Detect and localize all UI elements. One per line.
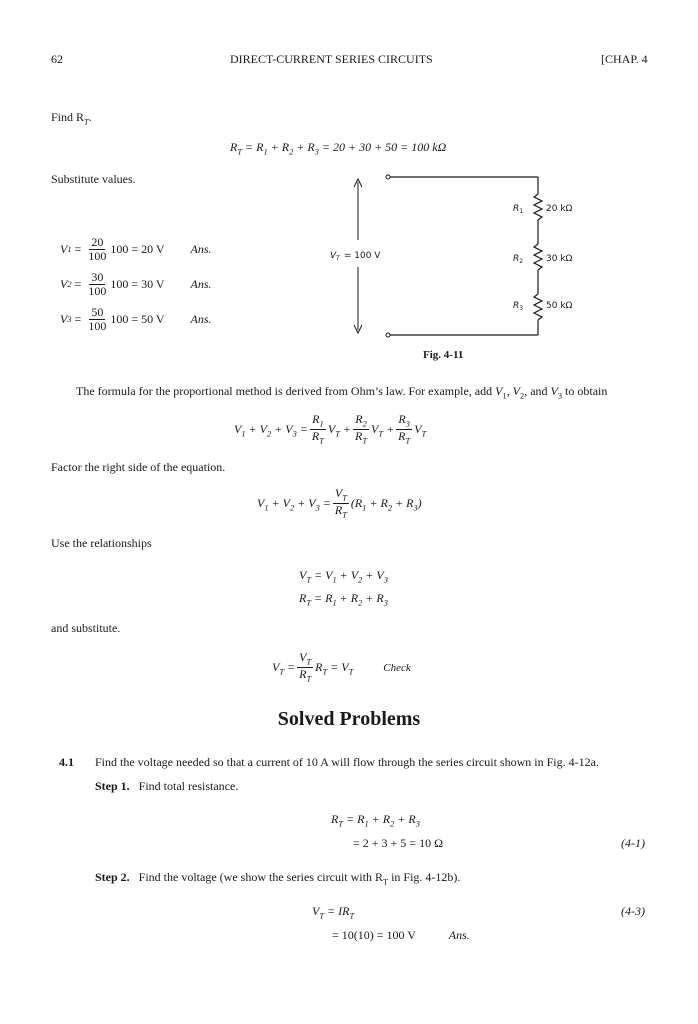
bottom-terminal bbox=[386, 333, 390, 337]
top-terminal bbox=[386, 175, 390, 179]
chapter-label: [CHAP. 4 bbox=[601, 52, 648, 66]
sum-equation: $V_1 + V_2 + V_3$ = $\frac{R_1}{R_T}$ $V_T$ + $\frac{R_2}{R_T}$ $V_T$ + $\frac{R_3}{R_T}$ $V_T$ bbox=[234, 412, 427, 446]
eq-ref-4-3: (4-3) bbox=[621, 904, 645, 918]
problem-number: 4.1 bbox=[59, 755, 74, 769]
factored-equation: $V_1 + V_2 + V_3$ = $\frac{V_T}{R_T}$ $(R_1 + R_2 + R_3)$ bbox=[257, 486, 422, 520]
problem-text: Find the voltage needed so that a current of 10 A will flow through the series circuit shown in Fig. 4-12a. bbox=[95, 755, 599, 769]
step1-rt-line2: = 2 + 3 + 5 = 10 Ω bbox=[353, 836, 443, 850]
resistor-r1 bbox=[534, 194, 542, 220]
rt-equation: $R_T = R_1 + R_2 + R_3 = 20 + 30 + 50 = 100$ kΩ bbox=[230, 140, 447, 157]
voltage-result-row: V 1 = $\frac{20}{100}$ 100 = 20 V Ans. bbox=[60, 235, 212, 263]
find-rt-line: Find $R_T$. bbox=[51, 110, 92, 127]
step2-line: Step 2. Find the voltage (we show the series circuit with $R_T$ in Fig. 4-12b). bbox=[95, 870, 461, 887]
running-title: DIRECT-CURRENT SERIES CIRCUITS bbox=[230, 52, 433, 66]
factor-text: Factor the right side of the equation. bbox=[51, 460, 226, 474]
r1-value: 20 kΩ bbox=[546, 204, 573, 214]
r3-label: $R_3$ bbox=[513, 301, 524, 312]
resistor-r2 bbox=[534, 244, 542, 270]
r1-label: $R_1$ bbox=[513, 204, 524, 215]
step1-rt-line1: $R_T = R_1 + R_2 + R_3$ bbox=[331, 812, 420, 829]
and-substitute-text: and substitute. bbox=[51, 621, 121, 635]
vt-relation: $V_T = V_1 + V_2 + V_3$ bbox=[299, 568, 388, 585]
rt-relation: $R_T = R_1 + R_2 + R_3$ bbox=[299, 591, 388, 608]
proportional-text: The formula for the proportional method is derived from Ohm’s law. For example, add $V_1$, $V_2$, and $V_3$ to obtain bbox=[76, 384, 608, 401]
voltage-result-row: V 3 = $\frac{50}{100}$ 100 = 50 V Ans. bbox=[60, 305, 212, 333]
voltage-result-row: V 2 = $\frac{30}{100}$ 100 = 30 V Ans. bbox=[60, 270, 212, 298]
page-number: 62 bbox=[51, 52, 63, 66]
substitute-values-text: Substitute values. bbox=[51, 172, 136, 186]
r2-value: 30 kΩ bbox=[546, 254, 573, 264]
solved-problems-heading: Solved Problems bbox=[277, 708, 421, 730]
resistor-r3 bbox=[534, 294, 542, 320]
step2-vt-line1: $V_T = IR_T$ bbox=[312, 904, 355, 921]
step2-vt-line2: = 10(10) = 100 V Ans. bbox=[332, 928, 470, 942]
use-relationships-text: Use the relationships bbox=[51, 536, 152, 550]
check-label: Check bbox=[383, 661, 411, 674]
eq-ref-4-1: (4-1) bbox=[621, 836, 645, 850]
step1-line: Step 1. Find total resistance. bbox=[95, 779, 239, 793]
figure-circuit bbox=[320, 172, 620, 372]
vt-label: $V_T = 100$ V bbox=[330, 251, 381, 262]
figure-caption: Fig. 4-11 bbox=[423, 349, 464, 361]
r3-value: 50 kΩ bbox=[546, 301, 573, 311]
check-equation: $V_T$ = $\frac{V_T}{R_T}$ $R_T = V_T$ Check bbox=[272, 650, 411, 684]
r2-label: $R_2$ bbox=[513, 254, 524, 265]
